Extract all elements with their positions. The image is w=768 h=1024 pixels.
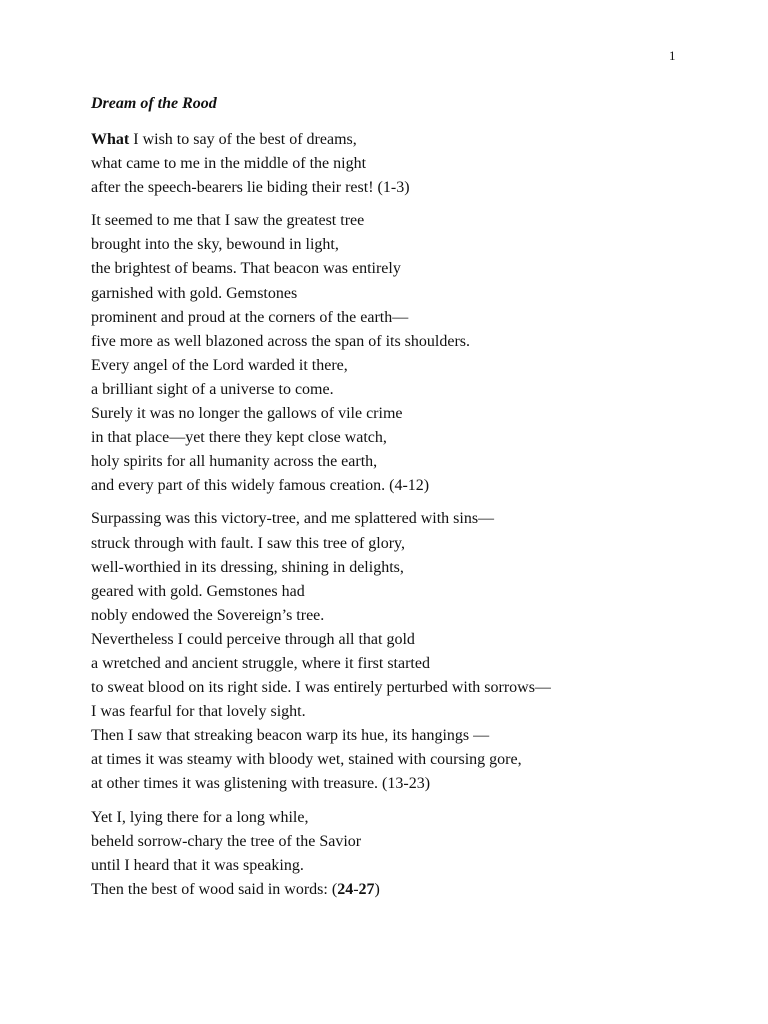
- poem-line: Nevertheless I could perceive through all that gold: [91, 630, 415, 648]
- poem-line: and every part of this widely famous creation. (4-12): [91, 477, 430, 495]
- poem-line: geared with gold. Gemstones had: [91, 582, 305, 600]
- stanza-2: [91, 209, 731, 498]
- poem-line: Yet I, lying there for a long while,: [91, 808, 309, 826]
- poem-line: Surely it was no longer the gallows of vile crime: [91, 405, 403, 423]
- poem-line: in that place—yet there they kept close watch,: [91, 429, 387, 447]
- line-ref-start: 24: [337, 880, 354, 898]
- poem-line: until I heard that it was speaking.: [91, 856, 304, 874]
- poem-line: holy spirits for all humanity across the earth,: [91, 453, 378, 471]
- poem-line: a wretched and ancient struggle, where it first started: [91, 654, 430, 672]
- poem-line: a brilliant sight of a universe to come.: [91, 380, 334, 398]
- line-ref-dash: -: [353, 880, 359, 898]
- poem-line: struck through with fault. I saw this tree of glory,: [91, 534, 406, 552]
- poem-line: after the speech-bearers lie biding their rest! (1-3): [91, 179, 410, 197]
- poem-line: I was fearful for that lovely sight.: [91, 703, 306, 721]
- poem-line: It seemed to me that I saw the greatest tree: [91, 212, 365, 230]
- poem-line: brought into the sky, bewound in light,: [91, 236, 339, 254]
- poem-line: nobly endowed the Sovereign’s tree.: [91, 606, 325, 624]
- poem-line: garnished with gold. Gemstones: [91, 284, 298, 302]
- opening-line-text: I wish to say of the best of dreams,: [129, 131, 357, 148]
- poem-line: beheld sorrow-chary the tree of the Savior: [91, 832, 362, 850]
- poem-line: five more as well blazoned across the span of its shoulders.: [91, 332, 471, 350]
- stanza-1: [91, 128, 731, 200]
- poem-title: Dream of the Rood: [91, 95, 217, 112]
- poem-line: Every angel of the Lord warded it there,: [91, 356, 348, 374]
- poem-line: Surpassing was this victory-tree, and me splattered with sins—: [91, 510, 495, 528]
- poem-body: [91, 128, 731, 911]
- poem-line: at other times it was glistening with treasure. (13-23): [91, 775, 431, 793]
- poem-line: prominent and proud at the corners of the earth—: [91, 308, 409, 326]
- page-number: 1: [669, 48, 676, 63]
- stanza-3: [91, 507, 731, 796]
- line-ref-end: 27: [358, 880, 375, 898]
- closing-line-text: Then the best of wood said in words: (: [91, 880, 338, 898]
- poem-line: the brightest of beams. That beacon was entirely: [91, 260, 401, 278]
- poem-line: [91, 128, 731, 152]
- stanza-4: [91, 806, 731, 902]
- poem-line: to sweat blood on its right side. I was entirely perturbed with sorrows—: [91, 679, 551, 697]
- poem-line: Then I saw that streaking beacon warp its hue, its hangings —: [91, 727, 490, 745]
- poem-line: at times it was steamy with bloody wet, stained with coursing gore,: [91, 751, 522, 769]
- opening-word: What: [91, 131, 130, 148]
- line-ref-close: ): [374, 880, 380, 898]
- poem-line: what came to me in the middle of the night: [91, 155, 367, 173]
- poem-line: well-worthied in its dressing, shining in delights,: [91, 558, 404, 576]
- poem-line: [91, 878, 731, 902]
